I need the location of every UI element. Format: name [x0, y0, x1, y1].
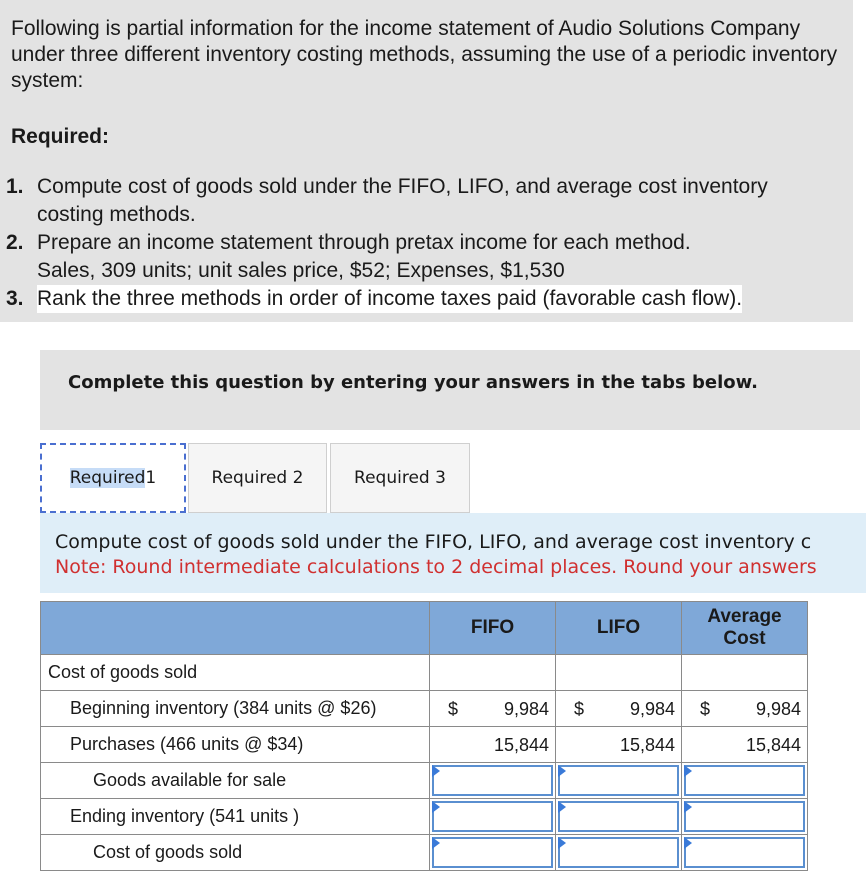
lifo-goods-available-input[interactable]: [556, 763, 682, 799]
fifo-value-cell: [430, 691, 556, 727]
instructions-text: Complete this question by entering your answers in the tabs below.: [68, 372, 758, 393]
table-cell: [682, 655, 808, 691]
header-cost: Cost: [723, 628, 766, 649]
requirement-1: [0, 173, 860, 229]
input-marker-icon: [684, 801, 692, 813]
fifo-ending-inventory-input[interactable]: [430, 799, 556, 835]
table-row: [41, 799, 808, 835]
tab-required-3[interactable]: [330, 443, 470, 513]
dollar-sign: $: [448, 699, 459, 719]
section-label: Cost of goods sold: [41, 655, 430, 691]
panel-instructions: Compute cost of goods sold under the FIFO, LIFO, and average cost inventory c: [55, 531, 812, 553]
row-label: Goods available for sale: [41, 763, 430, 799]
requirement-text: Rank the three methods in order of income taxes paid (favorable cash flow).: [37, 285, 742, 313]
lifo-value-cell: [556, 727, 682, 763]
header-fifo: FIFO: [430, 602, 556, 655]
fifo-value: 9,984: [503, 699, 549, 719]
requirement-text: Compute cost of goods sold under the FIFO, LIFO, and average cost inventory costing methods.: [37, 175, 768, 226]
table-cell: [430, 655, 556, 691]
lifo-value: 15,844: [619, 735, 675, 755]
tab-label: Required 2: [211, 468, 304, 488]
table-header-row: [41, 602, 808, 655]
tab-label: Required 3: [354, 468, 446, 488]
header-average-cost: [682, 602, 808, 655]
lifo-value-cell: [556, 691, 682, 727]
header-lifo: LIFO: [556, 602, 682, 655]
input-marker-icon: [684, 765, 692, 777]
input-marker-icon: [558, 801, 566, 813]
input-marker-icon: [684, 837, 692, 849]
input-marker-icon: [558, 837, 566, 849]
requirement-2: [0, 229, 860, 285]
table-row: [41, 655, 808, 691]
requirement-text: Prepare an income statement through pretax income for each method.: [37, 231, 691, 254]
row-label: Ending inventory (541 units ): [41, 799, 430, 835]
table-row: [41, 835, 808, 871]
input-marker-icon: [432, 765, 440, 777]
panel-note: Note: Round intermediate calculations to 2 decimal places. Round your answers: [55, 556, 817, 578]
requirement-number: 3.: [6, 287, 24, 310]
requirements-list: [0, 173, 860, 313]
row-label: Cost of goods sold: [41, 835, 430, 871]
average-value: 15,844: [745, 735, 801, 755]
dollar-sign: $: [700, 699, 711, 719]
average-value-cell: [682, 691, 808, 727]
average-value-cell: [682, 727, 808, 763]
average-goods-available-input[interactable]: [682, 763, 808, 799]
instructions-box: [40, 350, 860, 430]
requirement-number: 2.: [6, 231, 24, 254]
average-ending-inventory-input[interactable]: [682, 799, 808, 835]
input-marker-icon: [432, 801, 440, 813]
requirement-3: [0, 285, 860, 313]
fifo-value: 15,844: [493, 735, 549, 755]
tab-label: Required: [69, 468, 146, 488]
header-blank: [41, 602, 430, 655]
row-label: Purchases (466 units @ $34): [41, 727, 430, 763]
requirement-number: 1.: [6, 175, 24, 198]
required-label: Required:: [11, 125, 110, 148]
lifo-ending-inventory-input[interactable]: [556, 799, 682, 835]
table-row: [41, 691, 808, 727]
average-value: 9,984: [755, 699, 801, 719]
table-row: [41, 727, 808, 763]
fifo-cogs-input[interactable]: [430, 835, 556, 871]
table-cell: [556, 655, 682, 691]
fifo-goods-available-input[interactable]: [430, 763, 556, 799]
average-cogs-input[interactable]: [682, 835, 808, 871]
dollar-sign: $: [574, 699, 585, 719]
tab-required-1[interactable]: [40, 443, 186, 513]
input-marker-icon: [432, 837, 440, 849]
tab-label-number: 1: [145, 468, 157, 488]
lifo-cogs-input[interactable]: [556, 835, 682, 871]
row-label: Beginning inventory (384 units @ $26): [41, 691, 430, 727]
fifo-value-cell: [430, 727, 556, 763]
requirement-details: Sales, 309 units; unit sales price, $52; Expenses, $1,530: [37, 259, 565, 282]
table-row: [41, 763, 808, 799]
tab-required-2[interactable]: [188, 443, 327, 513]
intro-text: Following is partial information for the income statement of Audio Solutions Company under three different inventory costing methods, assuming the use of a periodic inventory system:: [11, 17, 838, 92]
header-average: Average: [707, 606, 782, 627]
cogs-table: [40, 601, 808, 871]
lifo-value: 9,984: [629, 699, 675, 719]
tab-panel-header: [40, 513, 866, 593]
input-marker-icon: [558, 765, 566, 777]
